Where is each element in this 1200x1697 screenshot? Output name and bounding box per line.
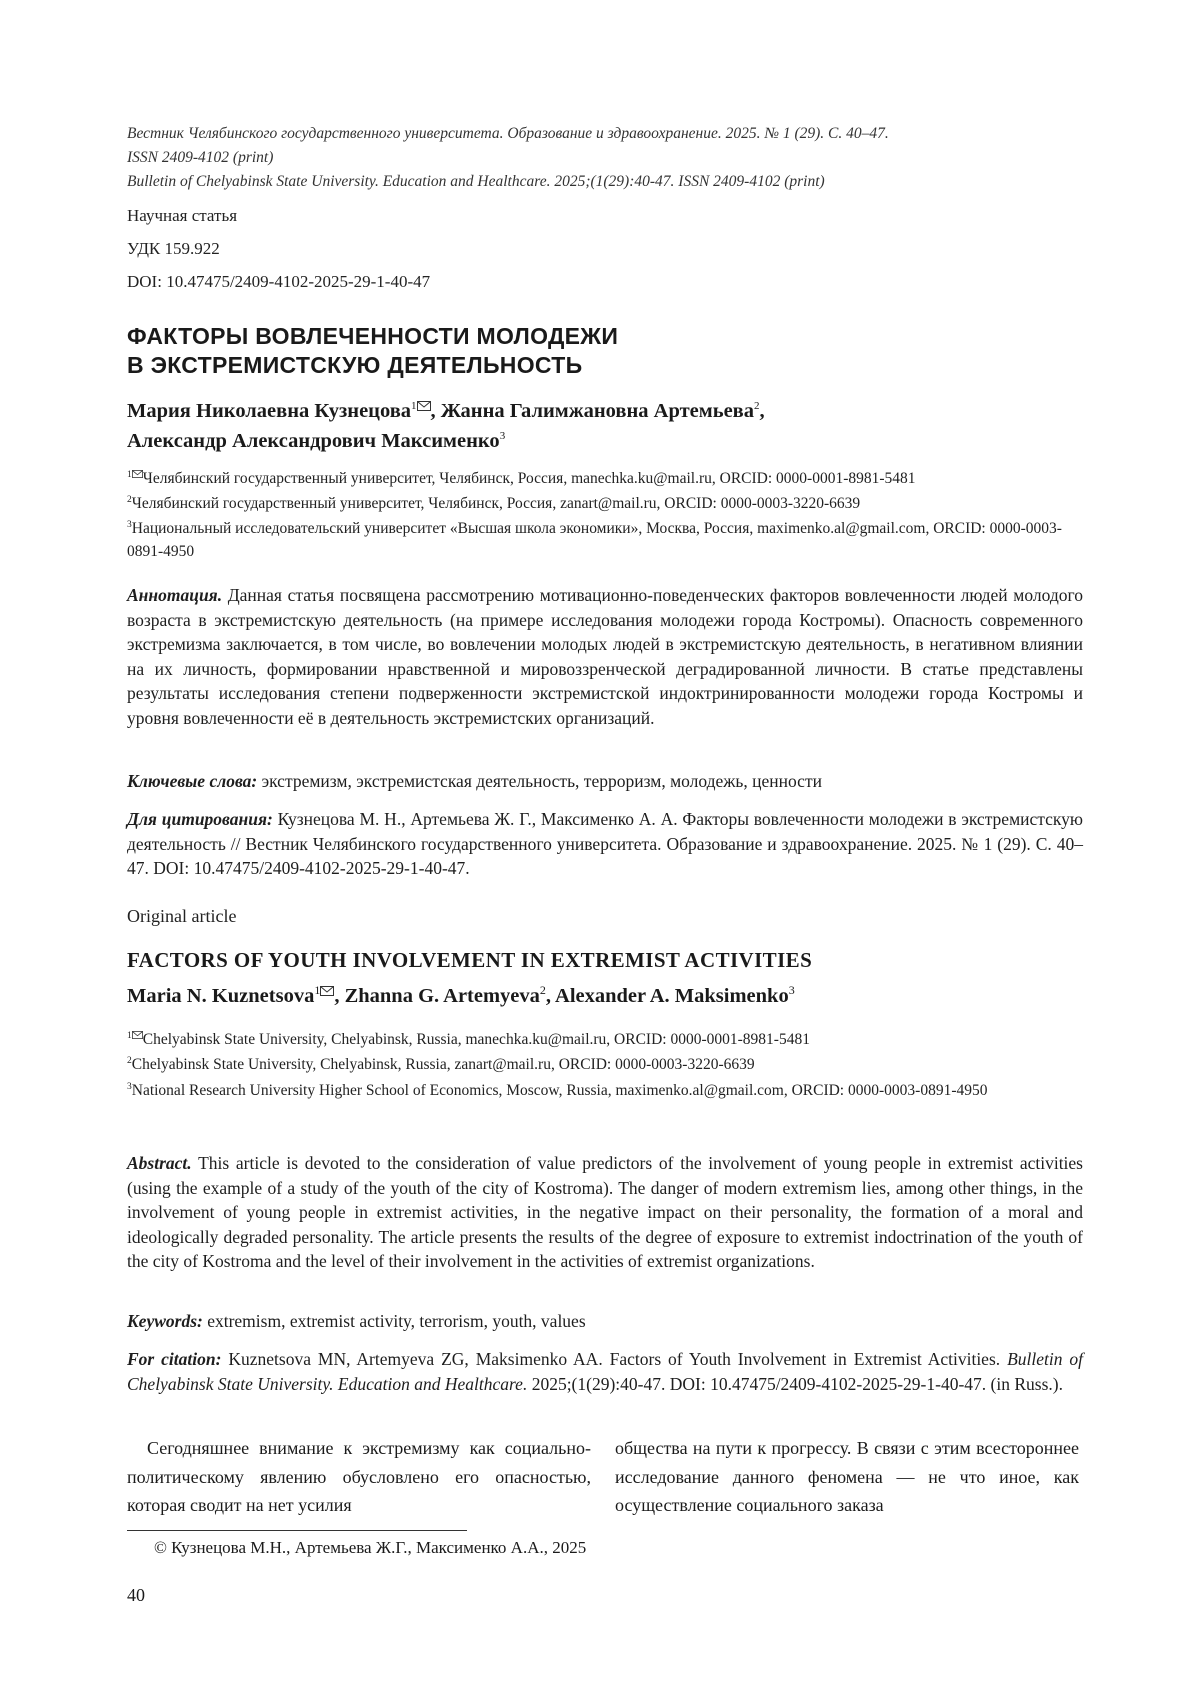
affiliation-en-1 [127, 1028, 1083, 1051]
affiliation-text: Челябинский государственный университет, Челябинск, Россия, manechka.ku@mail.ru, ORCID: 0000-0001-8981-5481 [142, 470, 916, 487]
journal-citation-ru: Вестник Челябинского государственного университета. Образование и здравоохранение. 2025. № 1 (29). С. 40–47. [127, 125, 889, 142]
journal-citation-en: Bulletin of Chelyabinsk State University. Education and Healthcare. 2025;(1(29):40-47. ISSN 2409-4102 (print) [127, 173, 825, 190]
author-affiliation-mark: 3 [499, 430, 506, 443]
page-number: 40 [127, 1585, 145, 1605]
body-column-right: общества на пути к прогрессу. В связи с этим всестороннее исследование данного феномена — не что иное, как осуществление социального заказа [615, 1438, 1079, 1515]
citation-ru-label: Для цитирования: [127, 809, 273, 829]
affiliation-mark: 3 [127, 1081, 132, 1092]
keywords-en [127, 1309, 1083, 1334]
author-affiliation-mark: 1 [314, 983, 321, 998]
author-affiliation-mark: 1 [411, 400, 417, 413]
citation-en-tail: 2025;(1(29):40-47. DOI: 10.47475/2409-4102-2025-29-1-40-47. (in Russ.). [531, 1373, 1063, 1394]
citation-en-label: For citation: [127, 1349, 222, 1369]
keywords-en-label: Keywords: [127, 1311, 203, 1331]
affiliation-text: Челябинский государственный университет, Челябинск, Россия, zanart@mail.ru, ORCID: 0000-0003-3220-6639 [131, 495, 861, 512]
citation-en-text: Kuznetsova MN, Artemyeva ZG, Maksimenko AA. Factors of Youth Involvement in Extremist Activities. [228, 1349, 1001, 1369]
abstract-ru [127, 583, 1083, 730]
title-ru-line2: В ЭКСТРЕМИСТСКУЮ ДЕЯТЕЛЬНОСТЬ [127, 352, 583, 378]
affiliation-en-2 [127, 1053, 1083, 1076]
keywords-ru-text: экстремизм, экстремистская деятельность, терроризм, молодежь, ценности [261, 771, 822, 791]
affiliation-text: Национальный исследовательский университет «Высшая школа экономики», Москва, Россия, maximenko.al@gmail.com, ORCID: 0000-0003-0891-4950 [127, 520, 1062, 560]
abstract-en-label: Abstract. [127, 1153, 192, 1173]
title-ru-line1: ФАКТОРЫ ВОВЛЕЧЕННОСТИ МОЛОДЕЖИ [127, 323, 619, 349]
journal-header [127, 122, 1083, 194]
affiliation-ru-1 [127, 467, 1083, 490]
affiliation-text: National Research University Higher School of Economics, Moscow, Russia, maximenko.al@gmail.com, ORCID: 0000-0003-0891-4950 [131, 1082, 988, 1099]
author-separator: , [430, 400, 441, 422]
authors-en [127, 985, 795, 1008]
authors-ru [127, 396, 765, 456]
abstract-en [127, 1151, 1083, 1274]
affiliation-mark: 3 [127, 519, 132, 530]
affiliation-mark: 2 [127, 1055, 132, 1066]
author-affiliation-mark: 2 [754, 400, 760, 413]
affiliation-en-3 [127, 1079, 1083, 1102]
affiliation-ru-2 [127, 492, 1083, 515]
article-title-en: FACTORS OF YOUTH INVOLVEMENT IN EXTREMIST ACTIVITIES [127, 948, 813, 972]
footnote-divider [127, 1530, 467, 1531]
citation-ru [127, 807, 1083, 881]
udk: УДК 159.922 [127, 239, 220, 258]
author-name: Александр Александрович Максименко [127, 430, 500, 452]
author-name: Мария Николаевна Кузнецова [127, 400, 412, 422]
abstract-ru-label: Аннотация. [127, 585, 223, 605]
keywords-ru [127, 769, 1083, 794]
envelope-icon [417, 396, 431, 426]
abstract-ru-text: Данная статья посвящена рассмотрению мотивационно-поведенческих факторов вовлеченности людей молодого возраста в экстремистскую деятельность (на примере исследования молодежи города Костромы). Опасность современного экстремизма заключается, в том числе, во вовлечении молодых людей в экстремистскую деятельность, в негативном влиянии на их личность, формировании нравственной и мировоззренческой деградированной личности. В статье представлены результаты исследования степени подверженности экстремистской индоктринированности молодежи города Костромы и уровня вовлеченности её в деятельность экстремистских организаций. [127, 585, 1083, 728]
author-separator: , [545, 985, 556, 1007]
keywords-ru-label: Ключевые слова: [127, 771, 258, 791]
journal-issn: ISSN 2409-4102 (print) [127, 149, 274, 166]
author-affiliation-mark: 3 [788, 983, 795, 998]
citation-ru-text: Кузнецова М. Н., Артемьева Ж. Г., Максименко А. А. Факторы вовлеченности молодежи в экстремистскую деятельность // Вестник Челябинского государственного университета. Образование и здравоохранение. 2025. № 1 (29). С. 40–47. DOI: 10.47475/2409-4102-2025-29-1-40-47. [127, 809, 1083, 878]
author-separator: , [334, 985, 345, 1007]
doi: DOI: 10.47475/2409-4102-2025-29-1-40-47 [127, 272, 431, 291]
keywords-en-text: extremism, extremist activity, terrorism, youth, values [207, 1311, 586, 1331]
affiliation-text: Chelyabinsk State University, Chelyabinsk, Russia, manechka.ku@mail.ru, ORCID: 0000-0001-8981-5481 [142, 1031, 810, 1048]
affiliation-ru-3 [127, 517, 1083, 563]
body-column-left: Сегодняшнее внимание к экстремизму как социально-политическому явлению обусловлено его опасностью, которая сводит на нет усилия [127, 1438, 591, 1515]
author-name: Maria N. Kuznetsova [127, 985, 315, 1007]
author-name: Alexander A. Maksimenko [555, 985, 789, 1007]
author-name: Zhanna G. Artemyeva [344, 985, 540, 1007]
copyright-note: © Кузнецова М.Н., Артемьева Ж.Г., Максименко А.А., 2025 [154, 1538, 587, 1557]
affiliation-text: Chelyabinsk State University, Chelyabinsk, Russia, zanart@mail.ru, ORCID: 0000-0003-3220-6639 [131, 1056, 755, 1073]
citation-en [127, 1347, 1083, 1396]
article-type-ru: Научная статья [127, 206, 238, 225]
affiliation-mark: 1 [127, 1030, 132, 1041]
envelope-icon [132, 467, 143, 490]
article-type-en: Original article [127, 906, 237, 926]
author-separator: , [759, 400, 765, 422]
author-name: Жанна Галимжановна Артемьева [440, 400, 755, 422]
envelope-icon [320, 985, 334, 1008]
article-title-ru [127, 322, 618, 380]
citation-en-journal: Bulletin of Chelyabinsk State University. Education and Healthcare. [127, 1349, 1083, 1394]
affiliation-mark: 1 [127, 469, 132, 480]
abstract-en-text: This article is devoted to the consideration of value predictors of the involvement of young people in extremist activities (using the example of a study of the youth of the city of Kostroma). The danger of modern extremism lies, among other things, in the involvement of young people in extremist activities, in the negative impact on their personality, the formation of a moral and ideologically degraded personality. The article presents the results of the degree of exposure to extremist indoctrination of the youth of the city of Kostroma and the level of their involvement in the activities of extremist organizations. [127, 1153, 1083, 1271]
author-affiliation-mark: 2 [539, 983, 546, 998]
affiliation-mark: 2 [127, 494, 132, 505]
envelope-icon [132, 1028, 143, 1051]
